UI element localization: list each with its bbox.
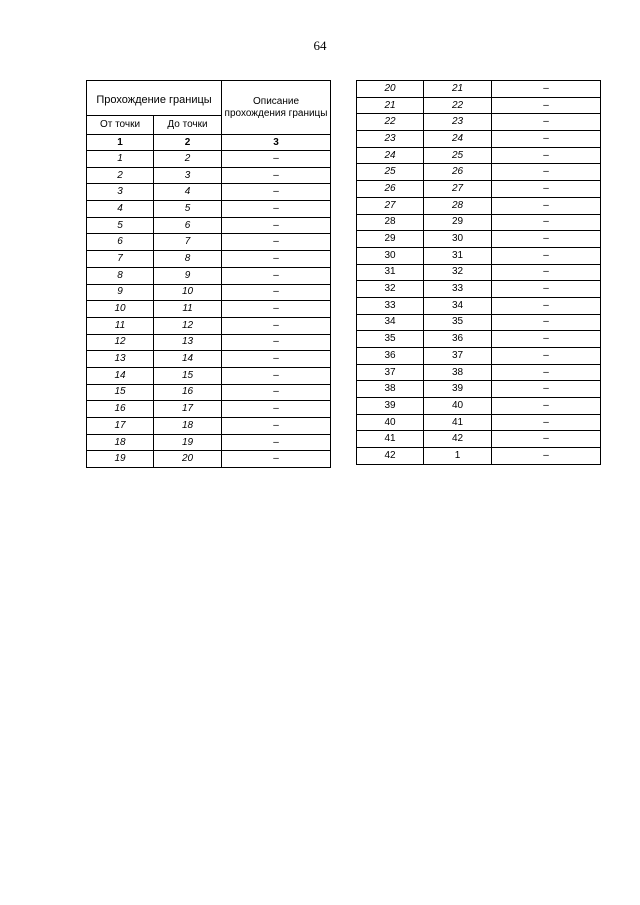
description-cell: – [492,247,601,264]
from-point-cell: 21 [357,97,424,114]
to-point-cell: 9 [154,267,222,284]
from-point-cell: 16 [87,401,154,418]
to-point-cell: 2 [154,151,222,168]
from-point-cell: 15 [87,384,154,401]
from-point-cell: 5 [87,217,154,234]
to-point-cell: 40 [424,398,492,415]
to-point-cell: 30 [424,231,492,248]
from-point-cell: 36 [357,348,424,365]
from-point-cell: 35 [357,331,424,348]
description-cell: – [492,214,601,231]
description-cell: – [492,314,601,331]
to-point-cell: 28 [424,197,492,214]
to-point-cell: 8 [154,251,222,268]
to-point-cell: 26 [424,164,492,181]
to-point-cell: 42 [424,431,492,448]
table-row [357,448,601,465]
to-point-cell: 36 [424,331,492,348]
to-point-cell: 11 [154,301,222,318]
header-boundary-passage: Прохождение границы [87,81,222,116]
from-point-cell: 26 [357,181,424,198]
to-point-cell: 7 [154,234,222,251]
from-point-cell: 23 [357,131,424,148]
to-point-cell: 16 [154,384,222,401]
header-to-point: До точки [154,116,222,135]
table-row [357,81,601,98]
table-row [87,401,331,418]
table-row [357,97,601,114]
description-cell: – [492,97,601,114]
table-row [357,181,601,198]
description-cell: – [492,348,601,365]
to-point-cell: 25 [424,147,492,164]
from-point-cell: 37 [357,364,424,381]
description-cell: – [222,167,331,184]
table-row [357,247,601,264]
to-point-cell: 24 [424,131,492,148]
table-row [357,314,601,331]
description-cell: – [492,231,601,248]
to-point-cell: 32 [424,264,492,281]
description-cell: – [222,418,331,435]
description-cell: – [222,317,331,334]
to-point-cell: 18 [154,418,222,435]
table-row [357,131,601,148]
from-point-cell: 42 [357,448,424,465]
column-number: 1 [87,135,154,151]
table-row [87,418,331,435]
to-point-cell: 35 [424,314,492,331]
table-row [87,151,331,168]
from-point-cell: 29 [357,231,424,248]
to-point-cell: 20 [154,451,222,468]
description-cell: – [492,281,601,298]
to-point-cell: 4 [154,184,222,201]
description-cell: – [222,434,331,451]
from-point-cell: 39 [357,398,424,415]
from-point-cell: 19 [87,451,154,468]
to-point-cell: 29 [424,214,492,231]
left-table-body [87,151,331,468]
column-number: 2 [154,135,222,151]
to-point-cell: 21 [424,81,492,98]
to-point-cell: 41 [424,414,492,431]
description-cell: – [492,398,601,415]
table-row [87,434,331,451]
from-point-cell: 32 [357,281,424,298]
from-point-cell: 22 [357,114,424,131]
table-row [87,167,331,184]
description-cell: – [492,264,601,281]
description-cell: – [492,197,601,214]
right-table-body [357,81,601,465]
table-row [357,231,601,248]
to-point-cell: 10 [154,284,222,301]
table-row [357,381,601,398]
description-cell: – [222,217,331,234]
table-row [357,364,601,381]
table-row [87,301,331,318]
from-point-cell: 25 [357,164,424,181]
from-point-cell: 38 [357,381,424,398]
from-point-cell: 4 [87,201,154,218]
to-point-cell: 14 [154,351,222,368]
to-point-cell: 13 [154,334,222,351]
description-cell: – [222,451,331,468]
to-point-cell: 37 [424,348,492,365]
table-row [87,251,331,268]
table-row [357,281,601,298]
header-from-point: От точки [87,116,154,135]
description-cell: – [492,147,601,164]
table-row [87,184,331,201]
description-cell: – [222,351,331,368]
to-point-cell: 22 [424,97,492,114]
table-row [87,267,331,284]
description-cell: – [492,81,601,98]
table-row [87,351,331,368]
to-point-cell: 15 [154,367,222,384]
table-row [87,317,331,334]
from-point-cell: 3 [87,184,154,201]
description-cell: – [222,284,331,301]
from-point-cell: 12 [87,334,154,351]
page-number: 64 [313,38,327,53]
description-cell: – [222,184,331,201]
table-row [357,197,601,214]
to-point-cell: 23 [424,114,492,131]
column-number: 3 [222,135,331,151]
description-cell: – [492,131,601,148]
from-point-cell: 28 [357,214,424,231]
description-cell: – [492,364,601,381]
from-point-cell: 6 [87,234,154,251]
table-row [357,348,601,365]
description-cell: – [492,448,601,465]
from-point-cell: 33 [357,297,424,314]
description-cell: – [492,331,601,348]
to-point-cell: 1 [424,448,492,465]
from-point-cell: 30 [357,247,424,264]
to-point-cell: 34 [424,297,492,314]
from-point-cell: 7 [87,251,154,268]
description-cell: – [492,181,601,198]
from-point-cell: 40 [357,414,424,431]
from-point-cell: 1 [87,151,154,168]
from-point-cell: 2 [87,167,154,184]
table-row [357,264,601,281]
description-cell: – [222,367,331,384]
to-point-cell: 5 [154,201,222,218]
from-point-cell: 14 [87,367,154,384]
from-point-cell: 20 [357,81,424,98]
table-row [357,331,601,348]
description-cell: – [222,267,331,284]
description-cell: – [222,151,331,168]
to-point-cell: 31 [424,247,492,264]
to-point-cell: 19 [154,434,222,451]
from-point-cell: 24 [357,147,424,164]
description-cell: – [222,201,331,218]
from-point-cell: 8 [87,267,154,284]
description-cell: – [492,381,601,398]
table-row [357,214,601,231]
description-cell: – [222,251,331,268]
table-row [357,297,601,314]
from-point-cell: 18 [87,434,154,451]
table-row [357,147,601,164]
description-cell: – [222,334,331,351]
from-point-cell: 27 [357,197,424,214]
to-point-cell: 38 [424,364,492,381]
table-row [87,217,331,234]
description-cell: – [492,164,601,181]
description-cell: – [492,297,601,314]
description-cell: – [492,114,601,131]
table-row [87,201,331,218]
to-point-cell: 33 [424,281,492,298]
from-point-cell: 17 [87,418,154,435]
table-row [87,451,331,468]
to-point-cell: 6 [154,217,222,234]
description-cell: – [222,401,331,418]
description-cell: – [492,414,601,431]
from-point-cell: 31 [357,264,424,281]
description-cell: – [222,234,331,251]
table-row [357,414,601,431]
from-point-cell: 41 [357,431,424,448]
from-point-cell: 11 [87,317,154,334]
to-point-cell: 17 [154,401,222,418]
table-row [87,367,331,384]
header-boundary-description: Описание прохождения границы [222,81,331,135]
table-row [87,334,331,351]
to-point-cell: 12 [154,317,222,334]
from-point-cell: 13 [87,351,154,368]
description-cell: – [492,431,601,448]
to-point-cell: 39 [424,381,492,398]
table-row [357,164,601,181]
to-point-cell: 3 [154,167,222,184]
table-row [87,384,331,401]
from-point-cell: 34 [357,314,424,331]
from-point-cell: 9 [87,284,154,301]
to-point-cell: 27 [424,181,492,198]
table-row [357,114,601,131]
table-row [87,234,331,251]
table-row [357,431,601,448]
from-point-cell: 10 [87,301,154,318]
boundary-table-right [356,80,601,465]
table-row [87,284,331,301]
description-cell: – [222,384,331,401]
boundary-table-left [86,80,331,468]
description-cell: – [222,301,331,318]
table-row [357,398,601,415]
